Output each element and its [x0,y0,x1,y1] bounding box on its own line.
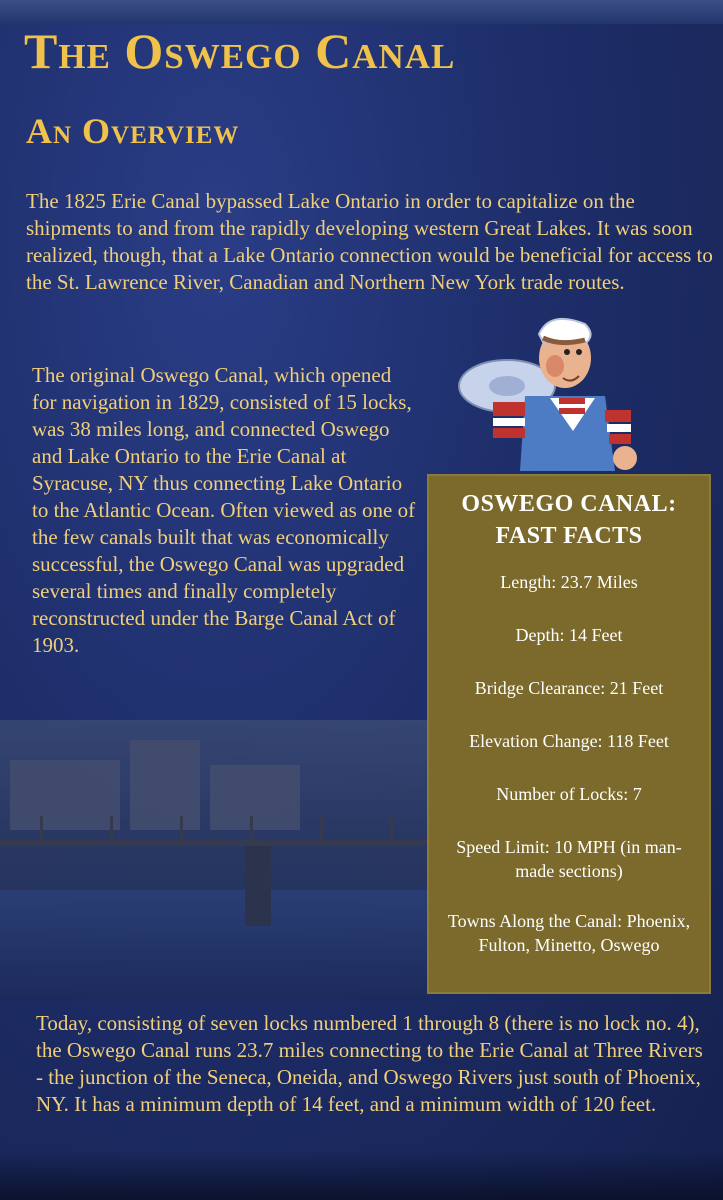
fact-elevation-change: Elevation Change: 118 Feet [469,731,669,751]
intro-paragraph: The 1825 Erie Canal bypassed Lake Ontario in order to capitalize on the shipments to and from the rapidly developing western Great Lakes. It was soon realized, though, that a Lake Ontario connection would be beneficial for access to the St. Lawrence River, Canadian and Northern New York trade routes. [26,189,713,294]
building-shape [210,765,300,830]
today-paragraph: Today, consisting of seven locks numbered 1 through 8 (there is no lock no. 4), the Oswego Canal runs 23.7 miles connecting to the Erie Canal at Three Rivers - the junction of the Seneca, Oneida, and Oswego Rivers just south of Phoenix, NY. It has a minimum depth of 14 feet, and a minimum width of 120 feet. [36,1011,703,1116]
page-subtitle: An Overview [26,111,240,151]
fact-depth: Depth: 14 Feet [515,625,623,645]
bottom-edge [0,1150,723,1200]
fast-facts-box [427,474,711,994]
canal-bridge-photo [0,720,430,1000]
river-shape [0,890,430,1000]
building-shape [10,760,120,830]
fact-length: Length: 23.7 Miles [500,572,638,592]
bridge-rail [250,816,253,846]
fast-facts-heading-line-1: OSWEGO CANAL: [461,491,677,517]
fast-facts-list [429,570,709,957]
page-title: The Oswego Canal [24,23,456,79]
bridge-rail [390,816,393,846]
history-paragraph: The original Oswego Canal, which opened for navigation in 1829, consisted of 15 locks, was 38 miles long, and connected Oswego and Lake Ontario to the Erie Canal at Syracuse, NY thus connecting Lake Ontario to the Atlantic Ocean. Often viewed as one of the few canals built that was economically successful, the Oswego Canal was upgraded several times and finally completely reconstructed under the Barge Canal Act of 1903. [32,363,416,657]
bridge-rail [320,816,323,846]
top-edge [0,0,723,24]
bridge-rail [110,816,113,846]
sailor-mascot-icon [455,306,645,476]
bridge-rail [40,816,43,846]
bridge-deck [0,840,430,846]
bridge-pier [245,846,271,926]
fact-bridge-clearance: Bridge Clearance: 21 Feet [474,678,664,698]
fast-facts-heading [429,488,709,552]
fact-speed-limit: Speed Limit: 10 MPH (in man-made sections) [456,837,682,881]
bridge-rail [180,816,183,846]
fact-number-of-locks: Number of Locks: 7 [496,784,642,804]
fast-facts-heading-line-2: FAST FACTS [495,523,643,549]
fact-towns: Towns Along the Canal: Phoenix, Fulton, Minetto, Oswego [447,911,691,955]
building-shape [130,740,200,830]
